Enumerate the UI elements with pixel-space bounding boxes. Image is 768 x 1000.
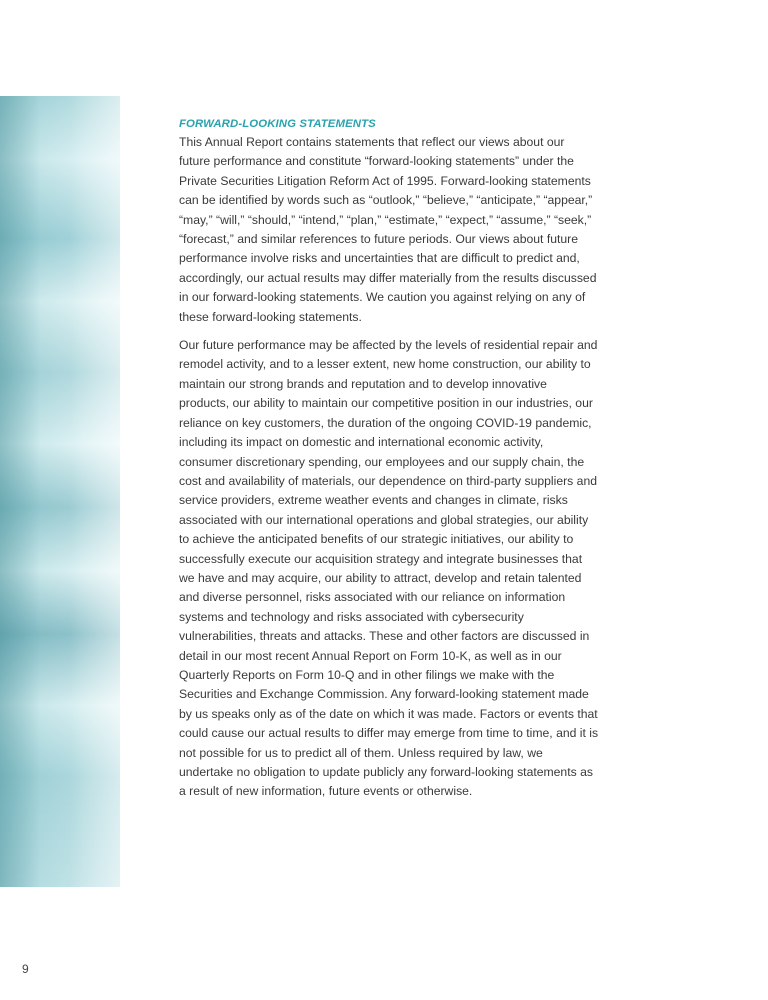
forward-looking-section	[179, 115, 599, 802]
side-image-left-shade	[0, 96, 40, 887]
decorative-side-image	[0, 96, 120, 887]
page-number: 9	[22, 962, 29, 976]
paragraph-intro: This Annual Report contains statements that reflect our views about our future performance and constitute “forward-looking statements” under the Private Securities Litigation Reform Act of 1995. Forward-looking statements can be identified by words such as “outlook,” “believe,” “anticipate,” “appear,” “may,” “will,” “should,” “intend,” “plan,” “estimate,” “expect,” “assume,” “seek,” “forecast,” and similar references to future periods. Our views about future performance involve risks and uncertainties that are difficult to predict and, accordingly, our actual results may differ materially from the results discussed in our forward-looking statements. We caution you against relying on any of these forward-looking statements.	[179, 135, 597, 324]
paragraph-risk-factors: Our future performance may be affected by the levels of residential repair and remodel activity, and to a lesser extent, new home construction, our ability to maintain our strong brands and reputation and to develop innovative products, our ability to maintain our competitive position in our industries, our reliance on key customers, the duration of the ongoing COVID-19 pandemic, including its impact on domestic and international economic activity, consumer discretionary spending, our employees and our supply chain, the cost and availability of materials, our dependence on third-party suppliers and service providers, extreme weather events and changes in climate, risks associated with our international operations and global strategies, our ability to achieve the anticipated benefits of our strategic initiatives, our ability to successfully execute our acquisition strategy and integrate businesses that we have and may acquire, our ability to attract, develop and retain talented and diverse personnel, risks associated with our reliance on information systems and technology and risks associated with cybersecurity vulnerabilities, threats and attacks. These and other factors are discussed in detail in our most recent Annual Report on Form 10-K, as well as in our Quarterly Reports on Form 10-Q and in other filings we make with the Securities and Exchange Commission. Any forward-looking statement made by us speaks only as of the date on which it was made. Factors or events that could cause our actual results to differ may emerge from time to time, and it is not possible for us to predict all of them. Unless required by law, we undertake no obligation to update publicly any forward-looking statements as a result of new information, future events or otherwise.	[179, 338, 599, 799]
section-heading: FORWARD-LOOKING STATEMENTS	[179, 118, 376, 130]
side-image-right-fade	[70, 96, 120, 887]
